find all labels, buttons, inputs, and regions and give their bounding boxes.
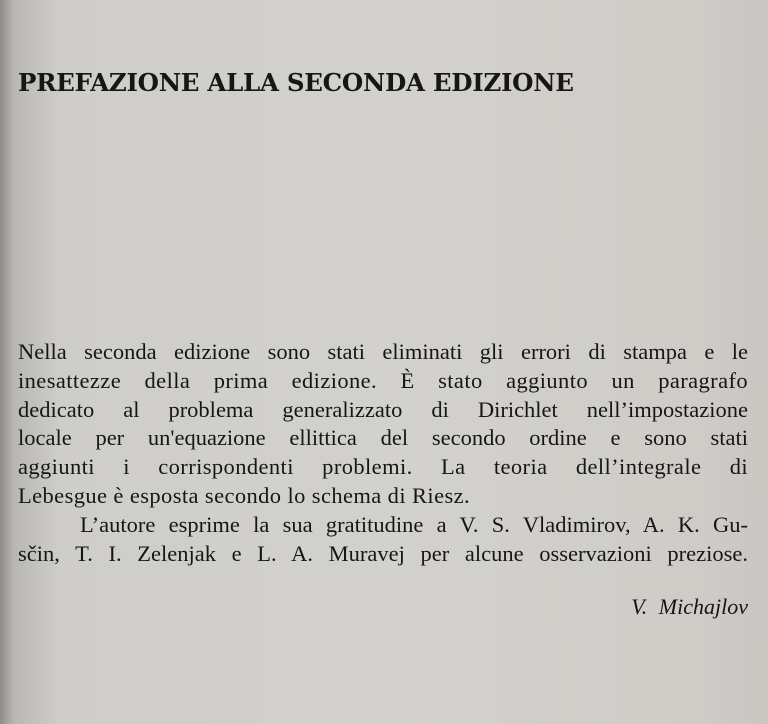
text-line: Lebesgue è esposta secondo lo schema di Riesz. — [18, 482, 471, 508]
text-line: Nella seconda edizione sono stati eliminati gli errori di stampa e le — [18, 339, 748, 364]
page-title: PREFAZIONE ALLA SECONDA EDIZIONE — [18, 68, 574, 98]
text-line: inesattezze della prima edizione. È stato aggiunto un paragrafo — [18, 367, 748, 393]
preface-body — [18, 338, 748, 568]
text-line: sčin, T. I. Zelenjak e L. A. Muravej per alcune osservazioni preziose. — [18, 540, 748, 566]
text-line: aggiunti i corrispondenti problemi. La teoria dell’integrale di — [18, 454, 748, 480]
paragraph-2 — [18, 511, 748, 569]
author-signature: V. Michajlov — [631, 594, 748, 619]
text-line: locale per un'equazione ellittica del secondo ordine e sono stati — [18, 425, 748, 451]
text-line: dedicato al problema generalizzato di Dirichlet nell’impostazione — [18, 396, 748, 422]
text-line: L’autore esprime la sua gratitudine a V. S. Vladimirov, A. K. Gu- — [80, 511, 748, 537]
paragraph-1 — [18, 338, 748, 511]
